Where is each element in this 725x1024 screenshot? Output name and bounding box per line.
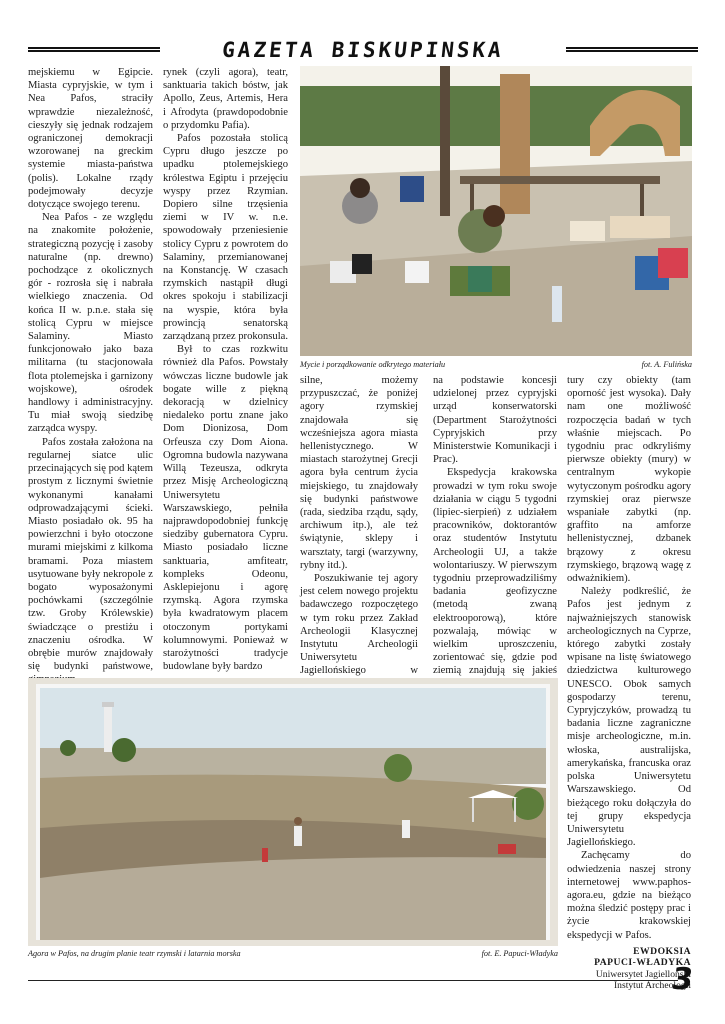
photo-credit: fot. A. Fulińska bbox=[641, 360, 692, 369]
paragraph: Nea Pafos - ze względu na znakomite położenie, strategiczną pozycję i zasoby naturalne (np. drewno) pochodzące z okolicznych gór - rozrosła się i nabrała wielkiego znaczenia. Od końca II w. p.n.e. stała się stolicą Cypru w miejsce Salaminy. Miasto funkcjonowało jako baza militarna (tu stacjonowała flota ptolemejska i garnizony wojskowe), ośrodek handlowy i administracyjny. Tu miał swoją siedzibę zarządca wyspy. bbox=[28, 212, 153, 435]
photo-agora-caption bbox=[28, 949, 558, 961]
text-column-3 bbox=[300, 374, 418, 677]
author-affiliation: Uniwersytet Jagielloński bbox=[595, 968, 691, 980]
paragraph: Pafos pozostała stolicą Cypru długo jeszcze po upadku ptolemejskiego królestwa Egiptu i przejęciu wyspy przez Rzymian. Dopiero silne trzęsienia ziemi w IV w. n.e. spowodowały przeniesienie stolicy Cypru z powrotem do Salaminy, przemianowanej na Konstancję. W czasach rzymskich nastąpił długi okres spokoju i stabilizacji na wyspie, która była prowincją senatorską zarządzaną przez prokonsula. bbox=[163, 133, 288, 343]
page-number: 3 bbox=[669, 962, 696, 997]
photo-washing-finds-image bbox=[300, 66, 692, 356]
masthead-rule-left bbox=[28, 47, 160, 52]
author-first-name: EWDOKSIA bbox=[633, 945, 691, 957]
paragraph: mejskiemu w Egipcie. Miasta cypryjskie, w tym i Nea Pafos, straciły wprawdzie niezależność, cieszyły się jednak rodzajem ograniczonej demokracji wzorowanej na greckim systemie miasta-państwa (polis). Lokalne rządy podejmowały decyzje dotyczące swojego terenu. bbox=[28, 67, 153, 211]
photo-agora-image bbox=[28, 678, 558, 946]
author-institute: Instytut Archeologii bbox=[613, 980, 691, 992]
paragraph: Pafos została założona na regularnej siatce ulic przecinających się pod kątem prostym z licznymi świetnie wykonanymi kanałami odprowadzającymi ścieki. Miasto posiadało ok. 95 ha powierzchni i było otoczone murami miejskimi z kilkoma bramami. Poza miastem usytuowane były nekropole z bogato wyposażonymi pochówkami (szczególnie tzw. Groby Królewskie) świadczące o prestiżu i znaczeniu ośrodka. W obrębie murów znajdowały się budynki państwowe, bbox=[28, 436, 154, 673]
text-column-5 bbox=[567, 374, 691, 992]
masthead-rule-right bbox=[566, 47, 698, 52]
text-column-4 bbox=[433, 374, 557, 677]
paragraph: na podstawie koncesji udzielonej przez cypryjski urząd konserwatorski (Department Starożytności Cypryjskich przy Ministerstwie Komunikacji i Prac). bbox=[433, 375, 557, 466]
paragraph: Ekspedycja krakowska prowadzi w tym roku swoje działania w ciągu 5 tygodni (lipiec-sierpień) z udziałem pracowników, doktorantów oraz studentów Instytutu Archeologii UJ, a także wolontariuszy. W pierwszym tygodniu przeprowadziliśmy badania geofizyczne (metodą zwaną elektrooporową), które pozwalają, mówiąc w wielkim uproszczeniu, zorientować się, gdzie pod ziemią znajdują się jakieś bbox=[433, 467, 557, 677]
masthead bbox=[28, 38, 698, 62]
footer-rule bbox=[28, 980, 678, 981]
caption-text: Agora w Pafos, na drugim planie teatr rzymski i latarnia morska bbox=[28, 949, 241, 958]
photo-credit: fot. E. Papuci-Władyka bbox=[481, 949, 558, 958]
caption-text: Mycie i porządkowanie odkrytego materiału bbox=[300, 360, 446, 369]
paragraph: silne, możemy przypuszczać, że poniżej agory rzymskiej znajdowała się wcześniejsza agora miasta hellenistycznego. W miastach starożytnej Grecji agora była centrum życia miejskiego, tu znajdowały się budynki państwowe (rada, siedziba rządu, sądy, archiwum itp.), ale też świątynie, sklepy i warsztaty, targi (warzywny, rybny itd.). bbox=[300, 375, 418, 571]
paragraph: Poszukiwanie tej agory jest celem nowego projektu badawczego rozpoczętego w tym roku przez Zakład Archeologii Klasycznej Instytutu Archeologii Uniwersytetu Jagiellońskiego w bbox=[300, 573, 418, 677]
photo-washing-finds bbox=[300, 66, 692, 356]
text-column-1 bbox=[28, 66, 154, 673]
paragraph: Należy podkreślić, że Pafos jest jednym z najważniejszych stanowisk archeologicznych na Cyprze, którego zabytki zostały wpisane na listę światowego dziedzictwa kulturowego UNESCO. Obok samych gospodarzy terenu, Cypryjczyków, prowadzą tu badania liczne zagraniczne misje archeologiczne, m.in. włoska, australijska, amerykańska, francuska oraz polska Uniwersytetu Warszawskiego. Od bieżącego roku dołączyła do tej grupy ekspedycja Uniwersytetu Jagiellońskiego. bbox=[567, 586, 691, 849]
paragraph: Zachęcamy do odwiedzenia naszej strony internetowej www.paphos-agora.eu, gdzie na bieżąco można śledzić postępy prac i życie krakowskiej ekspedycji w Pafos. bbox=[567, 850, 691, 941]
author-last-name: PAPUCI-WŁADYKA bbox=[594, 957, 691, 969]
paragraph: tury czy obiekty (tam oporność jest wysoka). Dały nam one możliwość rozpoczęcia badań w tych właśnie miejscach. Po tygodniu prac odkryliśmy pierwsze obiekty (mury) w centralnym wykopie wytyczonym pośrodku agory rzymskiej oraz pierwsze wspaniałe zabytki (np. graffito na amforze hellenistycznej, dzbanek brązowy z okresu rzymskiego, brązową wagę z odważnikiem). bbox=[567, 375, 691, 585]
paragraph: Był to czas rozkwitu również dla Pafos. Powstały wówczas liczne budowle jak bogate wille z piękną dekoracją w dzielnicy niedaleko portu znane jako Dom Dionizosa, Dom Orfeusza czy Dom Aiona. Ogromna budowla nazywana Willą Tezeusza, odkryta przez Misję Archeologiczną Uniwersytetu Warszawskiego, pełniła najprawdopodobniej funkcję siedziby gubernatora Cypru. Miasto posiadało liczne sanktuaria, amfiteatr, kompleks Odeonu, Asklepiejonu i agorę rzymską. Agora rzymska była kwadratowym placem otoczonym portykami kolumnowymi. Ponieważ w starożytności tradycje budowlane były bardzo bbox=[163, 344, 288, 673]
paragraph: rynek (czyli agora), teatr, sanktuaria takich bóstw, jak Apollo, Zeus, Artemis, Hera i Afrodyta (prawdopodobnie o przydomku Pafia). bbox=[163, 67, 288, 131]
newspaper-title: GAZETA BISKUPINSKA bbox=[220, 38, 506, 62]
photo-agora bbox=[28, 678, 558, 946]
text-column-2 bbox=[163, 66, 288, 673]
photo-washing-finds-caption bbox=[300, 360, 692, 372]
